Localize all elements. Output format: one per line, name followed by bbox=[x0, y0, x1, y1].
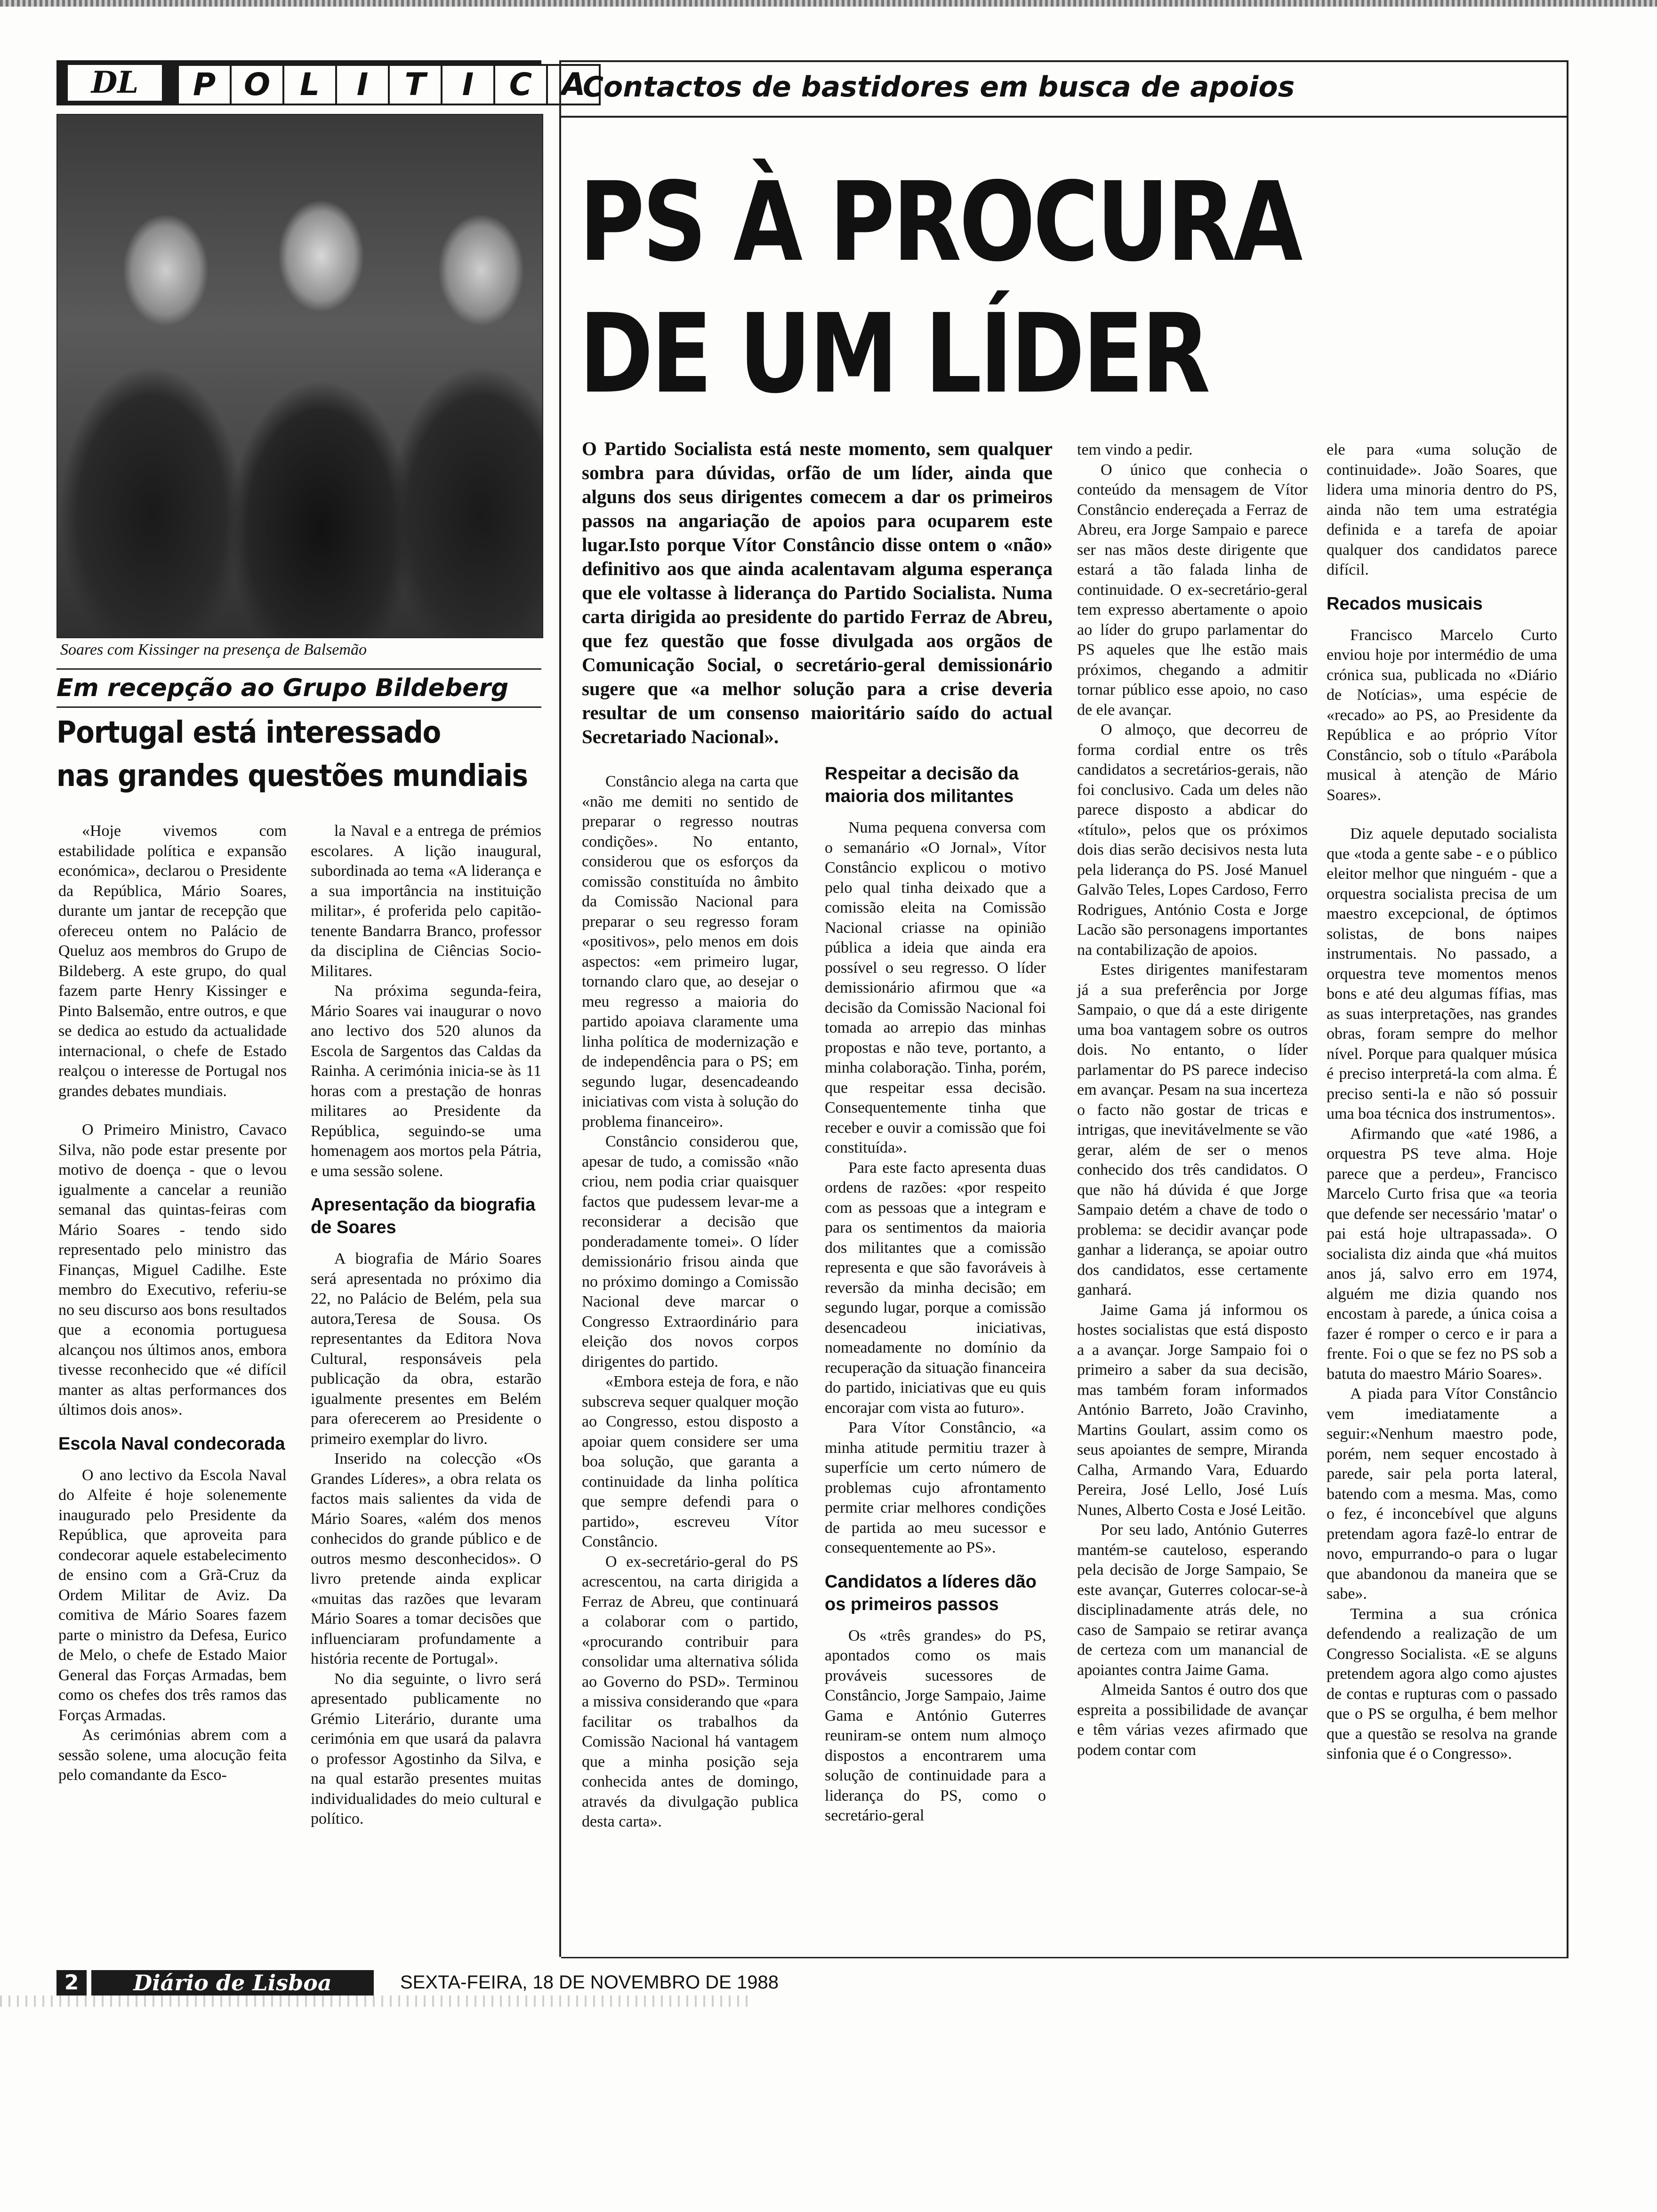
paragraph: A biografia de Mário Soares será apresentada no próximo dia 22, no Palácio de Belém, pela sua autora,Teresa de Sousa. Os representantes da Editora Nova Cultural, responsáveis pela publicação da obra, estarão igualmente presentes em Belém para oferecerem ao Presidente o primeiro exemplar do livro. bbox=[311, 1250, 541, 1448]
paragraph: la Naval e a entrega de prémios escolares. A lição inaugural, subordinada ao tema «A liderança e a sua importância na instituição militar», é proferida pelo capitão-tenente Bandarra Branco, professor da disciplina de Ciências Socio-Militares. bbox=[311, 822, 541, 980]
paragraph: Estes dirigentes manifestaram já a sua preferência por Jorge Sampaio, o que dá a este dirigente uma boa vantagem sobre os outros dois. No entanto, o líder parlamentar do PS parece indeciso em avançar. Pesam na sua incerteza o facto não gostar de tricas e intrigas, que inevitávelmente se vão gerar, além de ser o menos conhecido dos três candidatos. O que não há dúvida é que Jorge Sampaio detém a chave de todo o problema: se decidir avançar pode ganhar a liderança, se apoiar outro dos candidatos, esse certamente ganhará. bbox=[1077, 961, 1308, 1298]
kicker-rule bbox=[561, 116, 1569, 118]
paragraph: O ano lectivo da Escola Naval do Alfeite é hoje solenemente inaugurado pelo Presidente da República, que aproveita para condecorar aquele estabelecimento de ensino com a Grã-Cruz da Ordem Militar de Aviz. Da comitiva de Mário Soares fazem parte o ministro da Defesa, Eurico de Melo, o chefe de Estado Maior General das Forças Armadas, bem como os chefes dos três ramos das Forças Armadas. bbox=[58, 1466, 287, 1724]
section-letter: L bbox=[282, 64, 337, 105]
section-title bbox=[179, 64, 601, 105]
paragraph: Almeida Santos é outro dos que espreita a possibilidade de avançar e têm várias vezes afirmado que podem contar com bbox=[1077, 1681, 1308, 1759]
paragraph: «Embora esteja de fora, e não subscreva sequer qualquer moção ao Congresso, estou disposto a apoiar quem considere ser uma boa solução, que garanta a continuidade da linha política que sempre defendi para o partido», escreveu Vítor Constâncio. bbox=[582, 1373, 798, 1550]
main-story-column-3 bbox=[1077, 440, 1308, 1760]
bottom-rule bbox=[561, 1957, 1569, 1958]
paragraph: O ex-secretário-geral do PS acrescentou, na carta dirigida a Ferraz de Abreu, que continuará a colaborar com o partido, «procurando contribuir para consolidar uma alternativa sólida ao Governo do PSD». Terminou a missiva considerando que «para facilitar os trabalhos da Comissão Nacional há vantagem que a minha posição seja conhecida antes de domingo, através da divulgação publica desta carta». bbox=[582, 1553, 798, 1830]
paragraph: Constâncio alega na carta que «não me demiti no sentido de preparar o regresso noutras condições». No entanto, considerou que os esforços da comissão constituída no âmbito da Comissão Nacional para preparar o seu regresso foram «positivos», pelo menos em dois aspectos: «em primeiro lugar, tornando claro que, ao desejar o meu regresso a maioria do partido apoiava claramente uma linha política de modernização e de independência para o PS; em segundo lugar, desencadeando iniciativas com vista à solução do problema financeiro». bbox=[582, 773, 798, 1130]
paragraph: Termina a sua crónica defendendo a realização de um Congresso Socialista. «E se alguns pretendem agora algo como ajustes de contas e rupturas com o passado que o PS se orgulha, é bem melhor que a questão se resolva na grande sinfonia que é o Congresso». bbox=[1327, 1605, 1557, 1763]
main-story-column-1 bbox=[582, 772, 798, 1832]
main-headline-line-2: DE UM LÍDER bbox=[579, 290, 1208, 417]
main-story-lede: O Partido Socialista está neste momento, sem qualquer sombra para dúvidas, orfão de um líder, ainda que alguns dos seus dirigentes comecem a dar os primeiros passos na angariação de apoios para ocuparem este lugar.Isto porque Vítor Constâncio disse ontem o «não» definitivo aos que ainda acalentavam alguma esperança que ele voltasse à liderança do Partido Socialista. Numa carta dirigida ao presidente do partido Ferraz de Abreu, que fez questão que fosse divulgada aos orgãos de Comunicação Social, o secretário-geral demissionário sugere que «a melhor solução para a crise deveria resultar de um consenso maioritário saído do actual Secretariado Nacional». bbox=[582, 438, 1053, 747]
page-number: 2 bbox=[56, 1970, 87, 1996]
left-story-kicker: Em recepção ao Grupo Bildeberg bbox=[56, 668, 541, 708]
section-letter: C bbox=[493, 64, 548, 105]
page-footer bbox=[56, 1970, 1563, 1996]
paragraph: Numa pequena conversa com o semanário «O Jornal», Vítor Constâncio explicou o motivo pelo qual tinha deixado que a comissão eleita na Comissão Nacional criasse na opinião pública a ideia que ainda era possível o seu regresso. O líder demissionário afirmou que «a decisão da Comissão Nacional foi tomada ao arrepio das minhas propostas e não teve, portanto, a minha colaboração. Tinha, porém, que respeitar essa decisão. Consequentemente tinha que receber e ouvir a comissão que foi constituída». bbox=[825, 819, 1046, 1156]
scan-noise bbox=[0, 1996, 753, 2007]
paragraph: Para Vítor Constâncio, «a minha atitude permitiu trazer à superfície um certo número de problemas cujo afrontamento permite criar melhores condições de partida ao meu sucessor e consequentemente ao PS». bbox=[825, 1419, 1046, 1556]
paragraph: As cerimónias abrem com a sessão solene, uma alocução feita pelo comandante da Esco- bbox=[58, 1726, 287, 1784]
page-top-edge bbox=[0, 0, 1657, 7]
paragraph: Por seu lado, António Guterres mantém-se cauteloso, esperando pela decisão de Jorge Sampaio, Se este avançar, Guterres colocar-se-à disciplinadamente atrás dele, no caso de Sampaio se retirar avança de certeza com um manancial de apoiantes contra Jaime Gama. bbox=[1077, 1521, 1308, 1679]
main-story-column-2 bbox=[825, 762, 1046, 1826]
paragraph: O Primeiro Ministro, Cavaco Silva, não pode estar presente por motivo de doença - que o levou igualmente a cancelar a reunião semanal das quintas-feiras com Mário Soares - tendo sido representado pelo ministro das Finanças, Miguel Cadilhe. Este membro do Executivo, referiu-se no seu discurso aos bons resultados que a economia portuguesa alcançou nos últimos anos, embora tivesse reconhecido que «é difícil manter as altas performances dos últimos dois anos». bbox=[58, 1121, 287, 1419]
paragraph: Afirmando que «até 1986, a orquestra PS teve alma. Hoje parece que a perdeu», Francisco Marcelo Curto frisa que «a teoria que defende ser necessário 'matar' o pai está hoje ultrapassada». O socialista diz ainda que «há muitos anos já, salvo erro em 1974, alguém me dizia quando nos encostam à parede, a única coisa a fazer é romper o cerco e ir para a frente. Foi o que se fez no PS sob a batuta do maestro Mário Soares». bbox=[1327, 1125, 1557, 1383]
paragraph: tem vindo a pedir. bbox=[1077, 441, 1193, 458]
subheading: Escola Naval condecorada bbox=[58, 1434, 285, 1454]
paragraph: A piada para Vítor Constâncio vem imediatamente a seguir:«Nenhum maestro pode, porém, nem sequer encostado à parede, sair pela porta lateral, batendo com a mesma. Mas, como o fez, é inconcebível que alguns pretendam agora fazê-lo entrar de novo, empurrando-o para o lugar que abandonou da maneira que se sabe». bbox=[1327, 1385, 1557, 1603]
main-story-column-4 bbox=[1327, 440, 1557, 1764]
top-rule bbox=[561, 60, 1569, 62]
left-story-headline-1: Portugal está interessado bbox=[56, 715, 441, 750]
news-photo bbox=[56, 114, 543, 638]
main-headline-line-1: PS À PROCURA bbox=[579, 159, 1301, 286]
section-letter: T bbox=[388, 64, 442, 105]
section-letter: I bbox=[441, 64, 495, 105]
publication-date: SEXTA-FEIRA, 18 DE NOVEMBRO DE 1988 bbox=[400, 1972, 779, 1993]
section-letter: P bbox=[177, 64, 232, 105]
paragraph: Francisco Marcelo Curto enviou hoje por intermédio de uma crónica sua, publicada no «Diário de Notícias», uma espécie de «recado» ao PS, ao Presidente da República e ao próprio Vítor Constâncio, sob o título «Parábola musical à atenção de Mário Soares». bbox=[1327, 626, 1557, 804]
subheading: Respeitar a decisão da maioria dos militantes bbox=[825, 764, 1019, 806]
paragraph: ele para «uma solução de continuidade». João Soares, que lidera uma minoria dentro do PS, ainda não tem uma estratégia definida e a tarefa de apoiar qualquer dos candidatos parece difícil. bbox=[1327, 441, 1557, 578]
left-story-column-2 bbox=[311, 821, 541, 1829]
section-letter: O bbox=[230, 64, 284, 105]
newspaper-logo-mark: DL bbox=[68, 65, 162, 101]
section-letter: A bbox=[546, 64, 601, 105]
section-banner bbox=[56, 60, 586, 105]
main-story-kicker: Contactos de bastidores em busca de apoios bbox=[583, 71, 1295, 104]
paragraph: Constâncio considerou que, apesar de tudo, a comissão «não criou, nem podia criar quaisquer factos que pudessem levar-me a reconsiderar a decisão que ponderadamente tomei». O líder demissionário frisou ainda que no próximo domingo a Comissão Nacional deve marcar o Congresso Extraordinário para eleição dos novos corpos dirigentes do partido. bbox=[582, 1133, 798, 1370]
paragraph: O almoço, que decorreu de forma cordial entre os três candidatos a secretários-gerais, não foi conclusivo. Cada um deles não parece disposto a abdicar do «título», pelos que os próximos dois dias serão decisivos nesta luta pela liderança do PS. José Manuel Galvão Teles, Lopes Cardoso, Ferro Rodrigues, António Costa e Jorge Lacão são personagens importantes na contabilização de apoios. bbox=[1077, 721, 1308, 959]
paragraph: O único que conhecia o conteúdo da mensagem de Vítor Constâncio endereçada a Ferraz de Abreu, era Jorge Sampaio e parece ser nas mãos deste dirigente que estará a tão falada linha de continuidade. O ex-secretário-geral tem expresso abertamente o apoio ao líder do grupo parlamentar do PS aqueles que lhe estão mais próximos, chegando a admitir tornar público esse apoio, no caso de ele avançar. bbox=[1077, 461, 1308, 719]
right-border bbox=[1567, 60, 1569, 1957]
section-letter: I bbox=[335, 64, 390, 105]
subheading: Apresentação da biografia de Soares bbox=[311, 1195, 536, 1237]
column-divider bbox=[559, 60, 561, 1957]
left-story-column-1 bbox=[58, 821, 287, 1786]
paragraph: «Hoje vivemos com estabilidade política e expansão económica», declarou o Presidente da República, Mário Soares, durante um jantar de recepção que ofereceu ontem no Palácio de Queluz aos membros do Grupo de Bildeberg. A este grupo, do qual fazem parte Henry Kissinger e Pinto Balsemão, entre outros, e que se dedica ao estudo da actualidade internacional, o chefe de Estado realçou o interesse de Portugal nos grandes debates mundiais. bbox=[58, 822, 287, 1100]
subheading: Candidatos a líderes dão os primeiros passos bbox=[825, 1571, 1037, 1614]
paragraph: No dia seguinte, o livro será apresentado publicamente no Grémio Literário, durante uma cerimónia em que usará da palavra o professor Agostinho da Silva, e na qual estarão presentes muitas individualidades do meio cultural e político. bbox=[311, 1670, 541, 1827]
paragraph: Para este facto apresenta duas ordens de razões: «por respeito com as pessoas que a integram e para os sentimentos da maioria dos militantes que a comissão representa e que são favoráveis à reversão da minha decisão; em segundo lugar, porque a comissão desencadeou iniciativas, nomeadamente no domínio da recuperação da situação financeira do partido, iniciativas que eu quis encorajar com vista ao futuro». bbox=[825, 1159, 1046, 1417]
photo-caption: Soares com Kissinger na presença de Balsemão bbox=[60, 641, 367, 658]
newspaper-name: Diário de Lisboa bbox=[91, 1970, 374, 1996]
paragraph: Jaime Gama já informou os hostes socialistas que está disposto a a avançar. Jorge Sampaio foi o primeiro a saber da sua decisão, mas também foram informados António Barreto, João Cravinho, Martins Goulart, assim como os seus apoiantes de sempre, Miranda Calha, Armando Vara, Eduardo Pereira, José Lello, José Luís Nunes, Alberto Costa e José Leitão. bbox=[1077, 1301, 1308, 1519]
left-story-headline-2: nas grandes questões mundiais bbox=[56, 759, 528, 793]
paragraph: Os «três grandes» do PS, apontados como os mais prováveis sucessores de Constâncio, Jorge Sampaio, Jaime Gama e António Guterres reuniram-se ontem num almoço dispostos a encontrarem uma solução de continuidade para a liderança do PS, como o secretário-geral bbox=[825, 1627, 1046, 1824]
paragraph: Diz aquele deputado socialista que «toda a gente sabe - e o público eleitor melhor que ninguém - que a orquestra socialista precisa de um maestro excepcional, de óptimos solistas, de bons naipes instrumentais. No passado, a orquestra teve momentos menos bons e até deu algumas fífias, mas as suas interpretações, nas grandes obras, foram sempre do melhor nível. Porque para qualquer música é preciso interpretá-la com alma. É preciso senti-la e não só possuir uma boa técnica dos instrumentos». bbox=[1327, 825, 1557, 1122]
subheading: Recados musicais bbox=[1327, 593, 1483, 614]
paragraph: Na próxima segunda-feira, Mário Soares vai inaugurar o novo ano lectivo dos 520 alunos da Escola de Sargentos das Caldas da Rainha. A cerimónia inicia-se às 11 horas com a prestação de honras militares ao Presidente da República, seguindo-se uma homenagem aos mortos pela Pátria, e uma sessão solene. bbox=[311, 982, 541, 1180]
paragraph: Inserido na colecção «Os Grandes Líderes», a obra relata os factos mais salientes da vida de Mário Soares, «além dos menos conhecidos do grande público e de outros mesmo desconhecidos». O livro pretende ainda explicar «muitas das razões que levaram Mário Soares a tomar decisões que influenciaram profundamente a história recente de Portugal». bbox=[311, 1450, 541, 1667]
